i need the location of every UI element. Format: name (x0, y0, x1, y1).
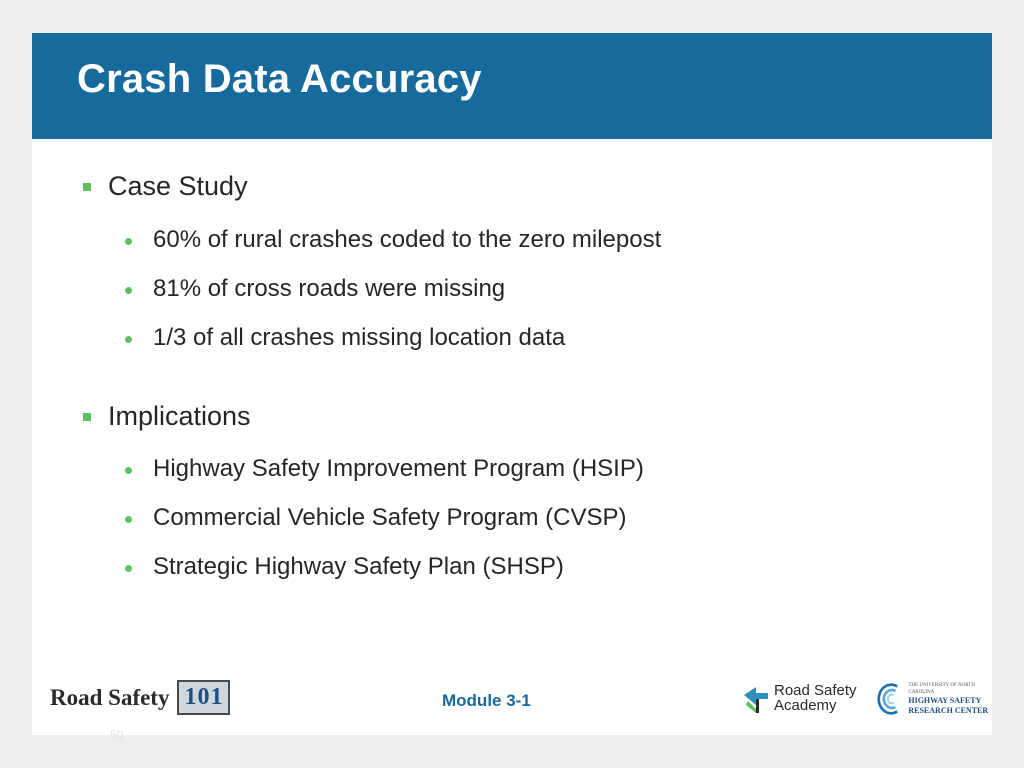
dot-bullet-icon (125, 565, 132, 572)
square-bullet-icon (83, 183, 91, 191)
sub-bullet (153, 553, 564, 581)
rsa-line1: Road Safety (774, 682, 857, 699)
sub-bullet-text: Highway Safety Improvement Program (HSIP) (153, 455, 644, 482)
sub-bullet (153, 226, 661, 254)
dot-bullet-icon (125, 516, 132, 523)
slide-title: Crash Data Accuracy (77, 57, 482, 101)
logo-number: 101 (177, 680, 230, 715)
dot-bullet-icon (125, 287, 132, 294)
sub-bullet-text: 60% of rural crashes coded to the zero milepost (153, 226, 662, 253)
hsrc-line0: THE UNIVERSITY OF NORTH CAROLINA (908, 683, 975, 695)
square-bullet-icon (83, 413, 91, 421)
sub-bullet (153, 324, 565, 352)
bullet-text: Implications (108, 401, 251, 431)
dot-bullet-icon (125, 238, 132, 245)
hsrc-logo (874, 679, 992, 719)
road-sign-icon (742, 683, 770, 713)
sub-bullet-text: 1/3 of all crashes missing location data (153, 324, 566, 351)
page-number: 50 (110, 728, 124, 742)
sub-bullet (153, 455, 644, 483)
title-bar (32, 33, 992, 139)
sub-bullet-text: Commercial Vehicle Safety Program (CVSP) (153, 504, 627, 531)
sub-bullet-text: 81% of cross roads were missing (153, 275, 506, 302)
rsa-line2: Academy (774, 697, 837, 714)
dot-bullet-icon (125, 467, 132, 474)
sub-bullet (153, 275, 505, 303)
swirl-logo-icon (874, 679, 904, 719)
road-safety-academy-logo (742, 683, 857, 713)
bullet-case-study (108, 171, 248, 202)
bullet-text: Case Study (108, 171, 248, 201)
module-label: Module 3-1 (442, 691, 531, 710)
sub-bullet-text: Strategic Highway Safety Plan (SHSP) (153, 553, 564, 580)
bullet-implications (108, 401, 251, 432)
logo-word: Road Safety (50, 684, 170, 710)
dot-bullet-icon (125, 336, 132, 343)
slide (32, 33, 992, 742)
sub-bullet (153, 504, 626, 532)
hsrc-line2: RESEARCH CENTER (908, 706, 989, 715)
hsrc-line1: HIGHWAY SAFETY (908, 696, 982, 705)
road-safety-101-logo (50, 680, 230, 715)
